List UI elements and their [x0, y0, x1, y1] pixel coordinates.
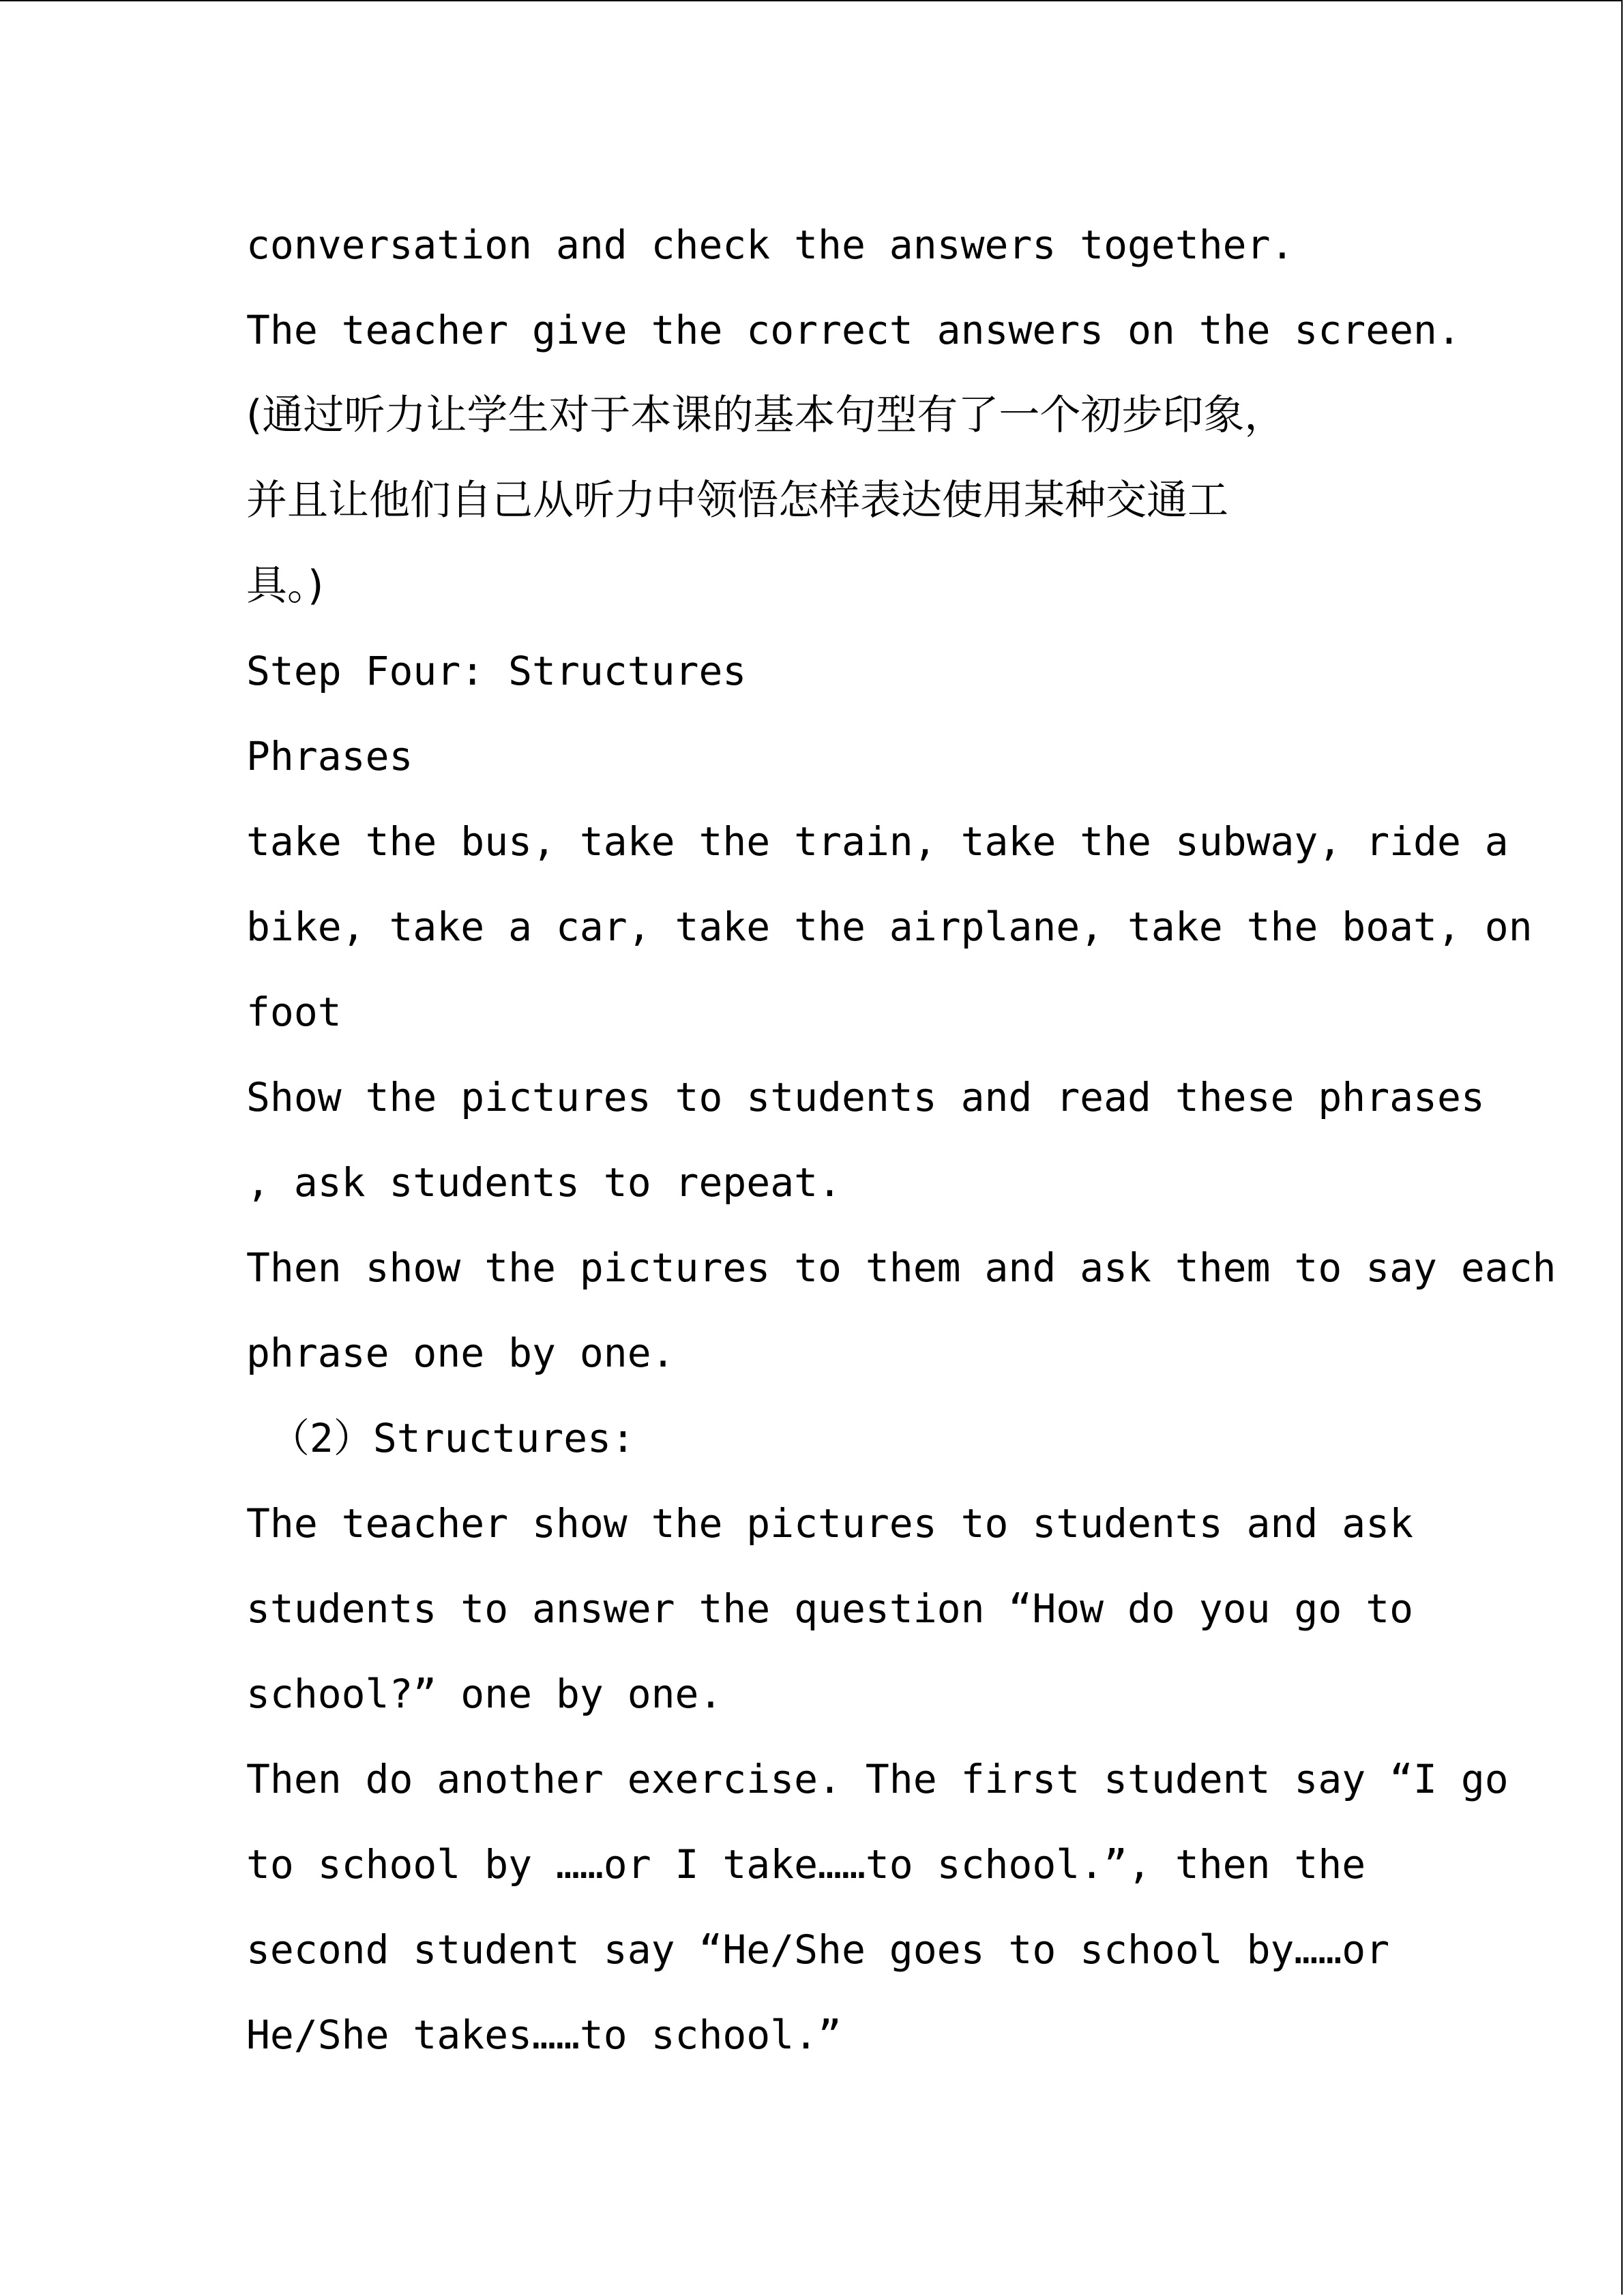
text-line: to school by ……or I take……to school.”, then the	[246, 1841, 1366, 1888]
text-line: The teacher show the pictures to students and ask	[246, 1500, 1414, 1547]
text-line: Show the pictures to students and read these phrases	[246, 1074, 1485, 1120]
text-line: Then show the pictures to them and ask them to say each	[246, 1244, 1556, 1291]
text-line: second student say “He/She goes to school by……or	[246, 1926, 1390, 1973]
step-heading: Step Four: Structures	[246, 648, 747, 694]
text-line: phrase one by one.	[246, 1330, 675, 1376]
text-line-chinese: (通过听力让学生对于本课的基本句型有了一个初步印象，	[246, 391, 1286, 439]
section-label-structures: （2）Structures:	[246, 1415, 635, 1461]
text-line-chinese: 并且让他们自己从听力中领悟怎样表达使用某种交通工	[246, 477, 1228, 524]
text-line: bike, take a car, take the airplane, take the boat, on	[246, 904, 1533, 950]
text-line: , ask students to repeat.	[246, 1159, 842, 1206]
text-line: students to answer the question “How do you go to	[246, 1585, 1414, 1632]
text-line: take the bus, take the train, take the subway, ride a	[246, 818, 1509, 865]
text-line-chinese: 具。)	[246, 562, 324, 610]
section-label-phrases: Phrases	[246, 733, 413, 779]
text-line: He/She takes……to school.”	[246, 2012, 842, 2058]
text-line: Then do another exercise. The first student say “I go	[246, 1756, 1509, 1802]
text-line: foot	[246, 989, 342, 1035]
text-line: school?” one by one.	[246, 1671, 723, 1717]
text-line: conversation and check the answers together.	[246, 222, 1295, 268]
text-line: The teacher give the correct answers on the screen.	[246, 307, 1461, 353]
document-body	[246, 203, 1556, 2078]
